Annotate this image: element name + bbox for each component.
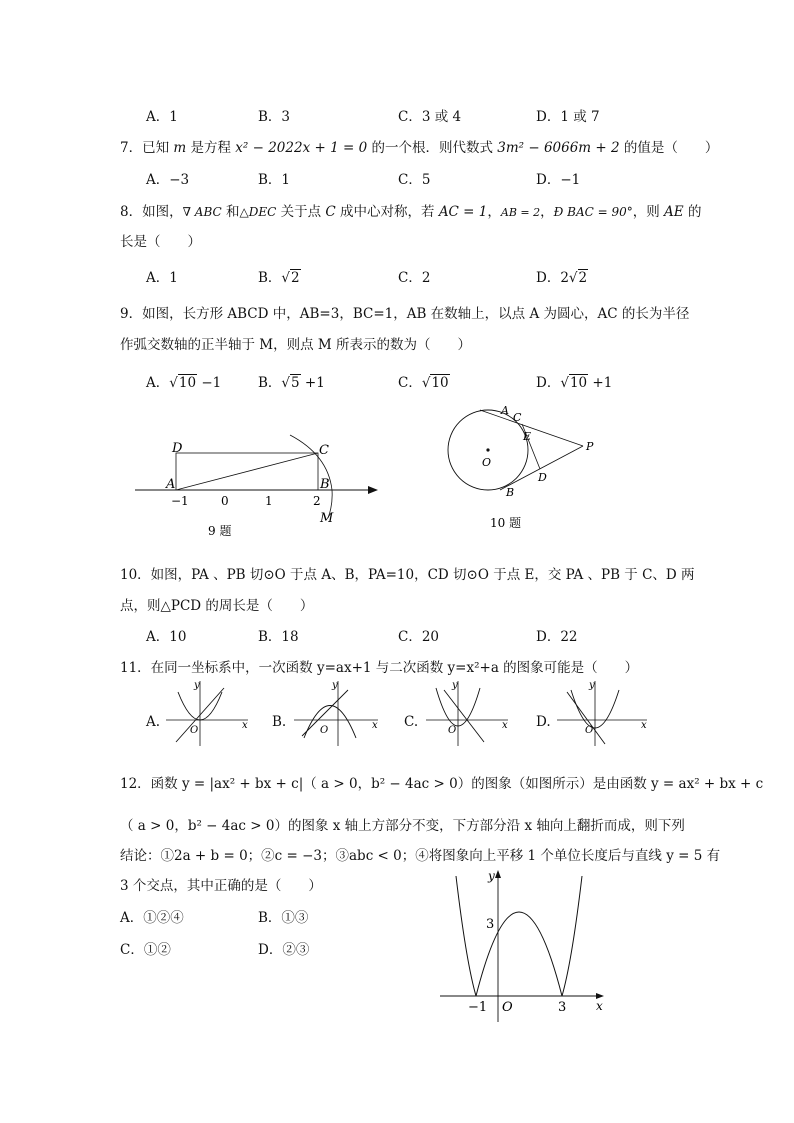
q8-ab: AB = 2 (500, 206, 541, 219)
q11-option-b-label: B. (272, 714, 287, 730)
q11-option-a-label: A. (146, 714, 161, 730)
q7-text: 是方程 (186, 140, 236, 156)
q8-text: 的 (683, 204, 702, 220)
parabola (304, 706, 356, 739)
q11-option-d-label: D. (536, 714, 551, 730)
q7-option-d: D．−1 (536, 172, 581, 188)
q7-text: 的值是（ ） (619, 140, 719, 156)
y-intercept-label: 3 (486, 917, 495, 932)
right-branch (562, 876, 582, 996)
q8-option-c: C．2 (398, 270, 431, 286)
q7-text: 的一个根．则代数式 (367, 140, 498, 156)
q7-var-m: m (173, 140, 187, 156)
q7-stem (120, 136, 718, 156)
q8-text: ， (487, 204, 501, 220)
q7-equation: x² − 2022x + 1 = 0 (235, 140, 368, 156)
q10-option-b: B．18 (258, 629, 299, 645)
number-line-arrow (368, 486, 378, 494)
origin-label: O (320, 725, 329, 736)
q11-graph-a (162, 678, 252, 748)
q9-option-d: D．√10 +1 (536, 375, 613, 391)
q7-text: 7．已知 (120, 140, 174, 156)
label-a: A (501, 404, 509, 417)
root-neg1-label: −1 (468, 1000, 488, 1015)
q8-stem-line2: 长是（ ） (120, 234, 201, 250)
q9-option-a-tail: −1 (197, 375, 222, 391)
q9-option-d-tail: +1 (588, 375, 613, 391)
q12-stem-line3: 结论：①2a + b = 0；②c = −3；③abc < 0；④将图象向上平移 1 个单位长度后与直线 y = 5 有 (120, 848, 721, 864)
q9-option-c: C．√10 (398, 375, 449, 391)
y-axis-label: y (332, 680, 338, 691)
label-o: O (482, 456, 492, 469)
q8-text: ，则 (632, 204, 665, 220)
q8-triangle-abc: ∇ ABC (182, 205, 222, 219)
origin-label: O (502, 1000, 513, 1015)
q9-option-d-label: D． (536, 375, 561, 391)
q8-triangle-dec: △DEC (239, 205, 277, 219)
center-point-o (486, 448, 489, 451)
q9-option-c-label: C． (398, 375, 422, 391)
q10-stem-line1: 10．如图，PA 、PB 切⊙O 于点 A、B，PA=10，CD 切⊙O 于点 E，交 PA 、PB 于 C、D 两 (120, 567, 695, 583)
label-c: C (513, 411, 522, 424)
q11-graph-d (553, 678, 653, 748)
q9-option-b: B．√5 +1 (258, 375, 325, 391)
x-axis-label: x (242, 720, 248, 731)
q9-option-a: A．√10 −1 (146, 375, 222, 391)
q8-option-b: B．√2 (258, 270, 300, 286)
q12-option-d: D．②③ (258, 942, 310, 958)
q7-option-b: B．1 (258, 172, 291, 188)
y-axis-label: y (452, 680, 458, 691)
label-m: M (320, 511, 334, 526)
q9-stem-line1: 9．如图，长方形 ABCD 中，AB=3，BC=1，AB 在数轴上，以点 A 为圆心，AC 的长为半径 (120, 306, 690, 322)
q8-option-d-label: D．2 (536, 270, 569, 286)
q8-stem-line1 (120, 200, 701, 220)
x-axis-label: x (596, 999, 603, 1013)
origin-label: O (190, 725, 199, 736)
q12-stem-line1: 12．函数 y = |ax² + bx + c|（ a > 0，b² − 4ac > 0）的图象（如图所示）是由函数 y = ax² + bx + c (120, 776, 764, 792)
q10-option-a: A．10 (146, 629, 187, 645)
q8-point-c: C (325, 204, 336, 220)
q8-angle: Ð BAC = 90° (553, 205, 633, 219)
q6-option-d: D．1 或 7 (536, 109, 600, 125)
tangent-pa (480, 410, 583, 446)
q8-text: ， (540, 204, 554, 220)
origin-label: O (448, 725, 457, 736)
label-p: P (586, 440, 594, 453)
tick-label-0: 0 (221, 494, 229, 508)
q11-stem: 11．在同一坐标系中，一次函数 y=ax+1 与二次函数 y=x²+a 的图象可能是（ ） (120, 660, 639, 676)
q8-text: 和 (221, 204, 240, 220)
q7-option-a: A．−3 (146, 172, 190, 188)
origin-label: O (585, 725, 594, 736)
label-d: D (538, 471, 547, 484)
q12-stem-line2: （ a > 0，b² − 4ac > 0）的图象 x 轴上方部分不变，下方部分沿 x 轴向上翻折而成，则下列 (120, 818, 685, 834)
q8-option-a: A．1 (146, 270, 178, 286)
label-b: B (320, 477, 330, 492)
y-axis-label: y (488, 869, 495, 883)
q7-option-c: C．5 (398, 172, 431, 188)
q8-option-b-radicand: 2 (291, 270, 300, 286)
q11-graph-b (290, 678, 382, 748)
figure-10 (440, 400, 610, 535)
label-c: C (319, 443, 329, 458)
x-axis-label: x (641, 720, 647, 731)
tick-label-1: 1 (265, 494, 273, 508)
diagonal-ac (176, 453, 318, 490)
q11-option-c-label: C. (404, 714, 419, 730)
line-graph (567, 692, 605, 744)
q10-option-d: D．22 (536, 629, 578, 645)
x-axis-label: x (372, 720, 378, 731)
q9-option-b-label: B． (258, 375, 282, 391)
label-e: E (523, 430, 532, 443)
q8-ae: AE (664, 204, 684, 220)
q9-option-d-radicand: 10 (569, 375, 588, 391)
q6-option-a: A．1 (146, 109, 178, 125)
q9-option-b-tail: +1 (300, 375, 325, 391)
q7-expression: 3m² − 6066m + 2 (497, 140, 620, 156)
q8-option-d: D．2√2 (536, 270, 588, 286)
root-3-label: 3 (558, 1000, 567, 1015)
q6-option-c: C．3 或 4 (398, 109, 462, 125)
q8-text: 关于点 (276, 204, 326, 220)
q9-option-c-radicand: 10 (431, 375, 449, 391)
tick-label-2: 2 (313, 494, 321, 508)
figure-9-caption: 9 题 (208, 524, 232, 538)
q8-text: 成中心对称，若 (335, 204, 439, 220)
y-axis-arrow (495, 870, 501, 878)
y-axis-label: y (194, 680, 200, 691)
q8-text: 8．如图， (120, 204, 183, 220)
figure-9 (130, 430, 390, 545)
tick-label-neg1: −1 (171, 494, 189, 508)
figure-10-caption: 10 题 (490, 516, 522, 530)
q12-graph (436, 866, 616, 1026)
q11-graph-c (422, 678, 512, 748)
x-axis-label: x (502, 720, 508, 731)
q9-option-a-radicand: 10 (178, 375, 197, 391)
q12-option-c: C．①② (120, 942, 171, 958)
q10-stem-line2: 点，则△PCD 的周长是（ ） (120, 598, 314, 614)
q8-option-b-label: B． (258, 270, 282, 286)
q8-option-d-radicand: 2 (578, 270, 588, 286)
left-branch (456, 876, 476, 996)
label-d: D (172, 441, 183, 456)
q9-option-a-label: A． (146, 375, 170, 391)
q9-option-b-radicand: 5 (291, 375, 300, 391)
y-axis-label: y (589, 680, 595, 691)
q9-stem-line2: 作弧交数轴的正半轴于 M，则点 M 所表示的数为（ ） (120, 337, 472, 353)
label-b: B (506, 486, 515, 499)
q12-stem-line4: 3 个交点，其中正确的是（ ） (120, 878, 322, 894)
q10-option-c: C．20 (398, 629, 440, 645)
q8-ac: AC = 1 (438, 204, 488, 220)
label-a: A (166, 477, 176, 492)
q6-option-b: B．3 (258, 109, 291, 125)
q12-option-b: B．①③ (258, 910, 309, 926)
q12-option-a: A．①②④ (120, 910, 184, 926)
